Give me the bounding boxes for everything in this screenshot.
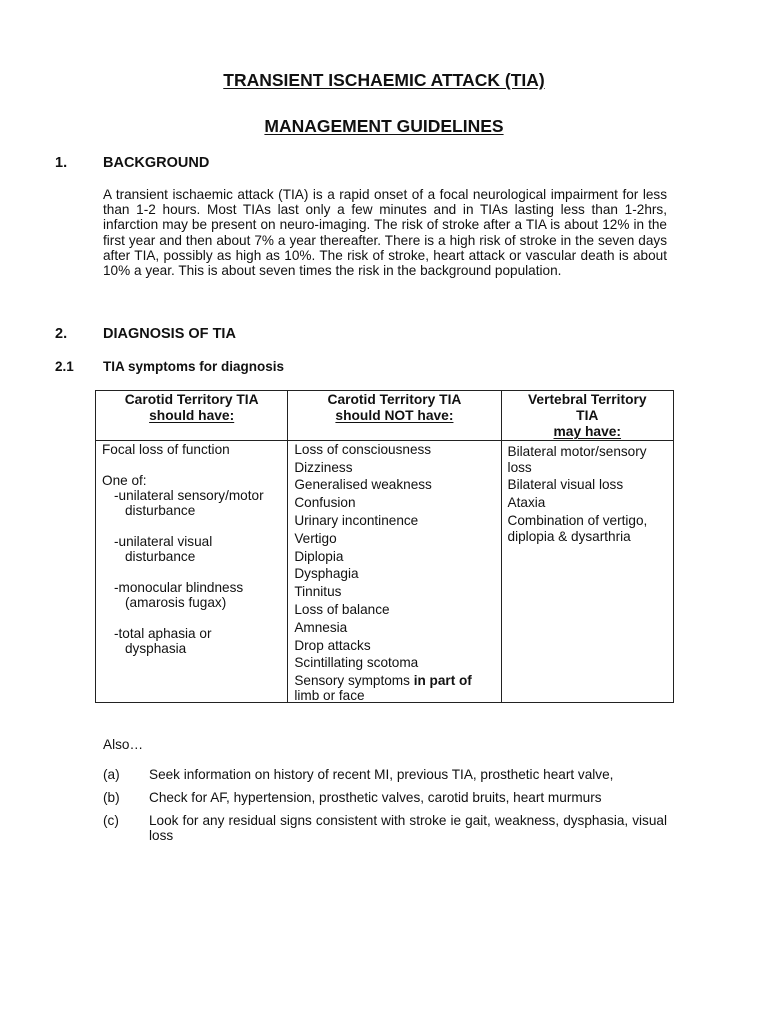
header-text: Vertebral Territory [527, 392, 647, 407]
header-text: may have: [553, 424, 622, 439]
section-2-number: 2. [55, 326, 68, 342]
tia-symptoms-table [95, 390, 674, 703]
document-subtitle: MANAGEMENT GUIDELINES [264, 116, 504, 136]
vertebral-may-have-cell [501, 441, 673, 703]
sensory-symptoms-bold: in part of [413, 673, 472, 688]
list-item: Combination of vertigo, [507, 513, 648, 528]
list-item: Dysphagia [294, 566, 359, 581]
table-header-row [96, 391, 674, 441]
list-item: One of: [102, 473, 147, 488]
item-a-text: Seek information on history of recent MI, previous TIA, prosthetic heart valve, [149, 767, 614, 782]
list-item: Diplopia [294, 549, 344, 564]
item-b-letter: (b) [103, 790, 120, 805]
item-c-text: Look for any residual signs consistent with stroke ie gait, weakness, dysphasia, visual loss [149, 813, 667, 843]
list-item [294, 673, 472, 689]
also-label: Also… [103, 737, 144, 752]
list-item: -unilateral visual [114, 534, 213, 549]
header-text: should NOT have: [335, 408, 454, 423]
carotid-should-have-cell [96, 441, 288, 703]
header-carotid-should-have [96, 391, 288, 441]
section-1-heading: BACKGROUND [103, 155, 210, 171]
list-item: dysphasia [125, 641, 187, 656]
list-item: diplopia & dysarthria [507, 529, 631, 544]
document-title: TRANSIENT ISCHAEMIC ATTACK (TIA) [223, 70, 545, 90]
list-item: Dizziness [294, 460, 353, 475]
list-item: -unilateral sensory/motor [114, 488, 264, 503]
header-text: TIA [576, 408, 599, 423]
list-item: loss [507, 460, 532, 475]
list-item: Bilateral motor/sensory [507, 444, 647, 459]
carotid-should-not-have-cell [288, 441, 501, 703]
list-item: Ataxia [507, 495, 546, 510]
item-a-letter: (a) [103, 767, 120, 782]
list-item: Focal loss of function [102, 442, 230, 457]
header-carotid-should-not-have [288, 391, 501, 441]
list-item: -total aphasia or [114, 626, 212, 641]
header-text: Carotid Territory TIA [124, 392, 259, 407]
list-item: Loss of consciousness [294, 442, 432, 457]
list-item: limb or face [294, 688, 365, 703]
list-item: Generalised weakness [294, 477, 432, 492]
subsection-2-1-number: 2.1 [55, 359, 74, 374]
list-item: Drop attacks [294, 638, 371, 653]
subsection-2-1-heading: TIA symptoms for diagnosis [103, 359, 285, 374]
sensory-symptoms-text: Sensory symptoms [294, 673, 414, 688]
background-paragraph: A transient ischaemic attack (TIA) is a rapid onset of a focal neurological impairment for less than 1-2 hours. Most TIAs last only a few minutes and in TIAs lasting less than 1-2hrs, infarction may be present on neuro-imaging. The risk of stroke after a TIA is about 12% in the first year and then about 7% a year thereafter. There is a high risk of stroke in the seven days after TIA, possibly as high as 10%. The risk of stroke, heart attack or vascular death is about 10% a year. This is about seven times the risk in the background population. [103, 187, 667, 279]
section-2-heading: DIAGNOSIS OF TIA [103, 326, 236, 342]
list-item: Confusion [294, 495, 356, 510]
table-body-row [96, 441, 674, 703]
header-vertebral-may-have [501, 391, 673, 441]
header-text: Carotid Territory TIA [327, 392, 462, 407]
list-item: Urinary incontinence [294, 513, 419, 528]
list-item: Vertigo [294, 531, 337, 546]
list-item: disturbance [125, 503, 196, 518]
item-b-text: Check for AF, hypertension, prosthetic valves, carotid bruits, heart murmurs [149, 790, 602, 805]
list-item: Amnesia [294, 620, 348, 635]
list-item: Scintillating scotoma [294, 655, 419, 670]
list-item: (amarosis fugax) [125, 595, 227, 610]
section-1-number: 1. [55, 155, 68, 171]
list-item: Loss of balance [294, 602, 390, 617]
list-item: Tinnitus [294, 584, 342, 599]
list-item: -monocular blindness [114, 580, 244, 595]
list-item: disturbance [125, 549, 196, 564]
item-c-letter: (c) [103, 813, 119, 828]
list-item: Bilateral visual loss [507, 477, 624, 492]
header-text: should have: [149, 408, 235, 423]
